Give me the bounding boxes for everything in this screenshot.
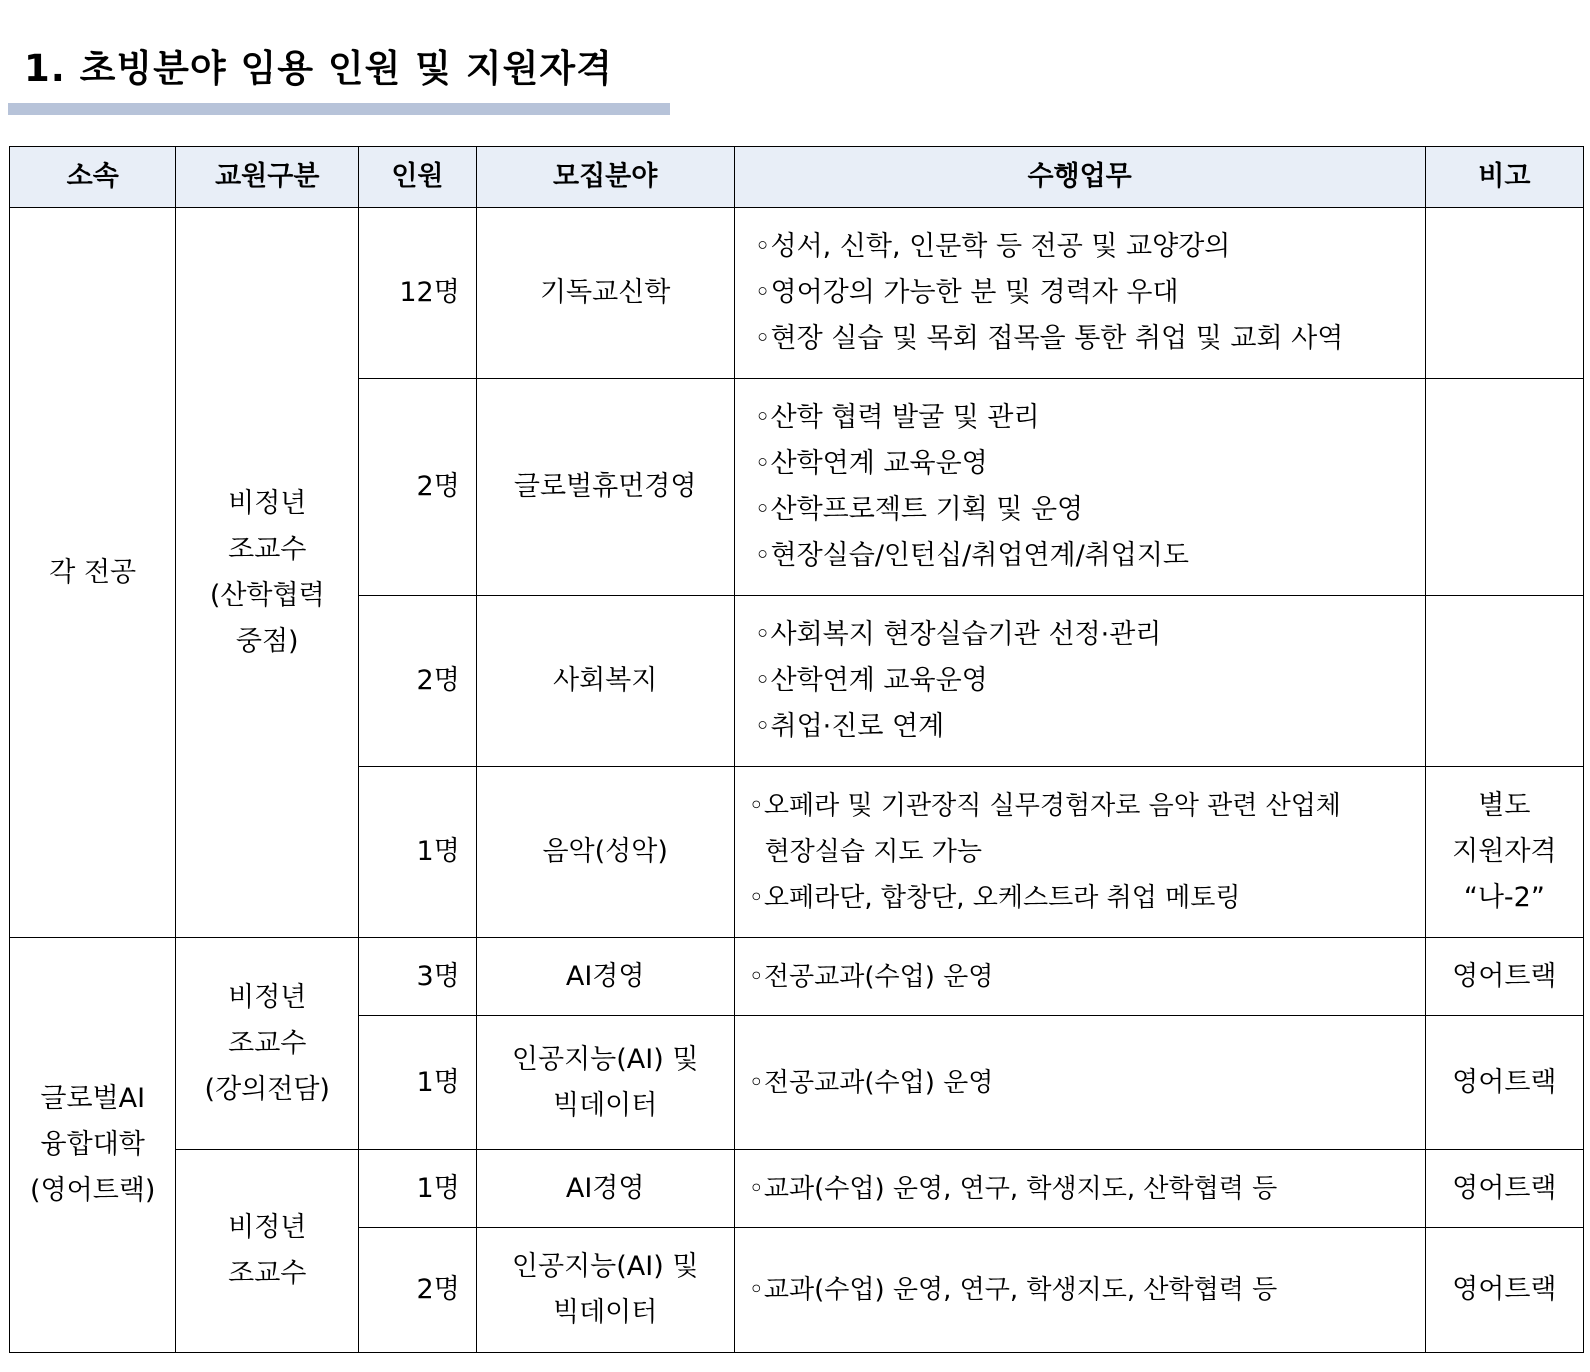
duty-line: ◦산학연계 교육운영 [754,665,988,696]
field-line: 글로벌휴먼경영 [513,471,697,502]
remarks-cell [1425,938,1583,1016]
faculty-type-line: 조교수 [228,1258,307,1289]
field-line: 빅데이터 [553,1297,658,1328]
duties-cell [734,1016,1425,1150]
affiliation-line: (영어트랙) [30,1175,156,1206]
remark-line: 영어트랙 [1452,960,1557,992]
remark-line: 영어트랙 [1452,1274,1557,1305]
faculty-type-line: 비정년 [228,981,307,1013]
field-line: 인공지능(AI) 및 [511,1043,699,1075]
header-field: 모집분야 [476,147,734,208]
duty-line: ◦취업·진로 연계 [754,711,945,742]
field-line: 사회복지 [553,665,658,696]
field-cell [476,379,734,596]
remarks-cell [1425,379,1583,596]
duty-line: ◦교과(수업) 운영, 연구, 학생지도, 산학협력 등 [748,1173,1278,1204]
duty-line: ◦산학프로젝트 기획 및 운영 [754,494,1084,525]
duties-cell [734,379,1425,596]
field-cell [476,938,734,1016]
duty-line: ◦전공교과(수업) 운영 [748,961,994,992]
duties-cell [734,596,1425,767]
remarks-cell [1425,1150,1583,1228]
faculty-type-line: 비정년 [228,1212,307,1243]
table-row [10,208,1584,379]
remarks-cell [1425,596,1583,767]
headcount-cell: 12명 [359,208,477,379]
faculty-type-cell [176,208,359,938]
affiliation-line: 융합대학 [40,1129,145,1160]
title-underline [8,103,670,115]
affiliation-cell [10,208,176,938]
faculty-type-line: 조교수 [228,1027,307,1059]
duty-line: ◦성서, 신학, 인문학 등 전공 및 교양강의 [754,231,1231,262]
faculty-type-line: 조교수 [228,533,307,565]
duty-line: ◦현장 실습 및 목회 접목을 통한 취업 및 교회 사역 [754,323,1344,354]
table-row [10,938,1584,1016]
duties-cell [734,938,1425,1016]
header-duties: 수행업무 [734,147,1425,208]
duty-line: ◦교과(수업) 운영, 연구, 학생지도, 산학협력 등 [748,1275,1278,1305]
recruitment-table [9,146,1584,1353]
faculty-type-line: 비정년 [228,487,307,519]
field-line: 음악(성악) [542,836,668,867]
faculty-type-line: (강의전담) [204,1073,330,1105]
remark-line: 영어트랙 [1452,1066,1557,1098]
duties-cell [734,208,1425,379]
headcount-cell: 2명 [359,379,477,596]
headcount-cell: 3명 [359,938,477,1016]
remark-line: “나-2” [1463,882,1545,913]
headcount-cell: 1명 [359,1016,477,1150]
remarks-cell [1425,1016,1583,1150]
field-cell [476,1016,734,1150]
field-cell [476,1228,734,1353]
duties-cell [734,767,1425,938]
faculty-type-line: 중점) [235,625,299,657]
header-headcount: 인원 [359,147,477,208]
faculty-type-line: (산학협력 [209,579,325,611]
duty-line: ◦전공교과(수업) 운영 [748,1067,994,1098]
duty-line: ◦산학 협력 발굴 및 관리 [754,402,1040,433]
duties-cell [734,1150,1425,1228]
field-line: 기독교신학 [539,277,671,308]
header-remarks: 비고 [1425,147,1583,208]
duty-line: ◦오페라 및 기관장직 실무경험자로 음악 관련 산업체 [748,791,1341,821]
field-line: 인공지능(AI) 및 [511,1251,699,1282]
faculty-type-cell [176,938,359,1150]
table-header-row [10,147,1584,208]
faculty-type-cell [176,1150,359,1353]
affiliation-cell [10,938,176,1353]
remark-line: 지원자격 [1452,836,1557,867]
field-line: AI경영 [565,960,645,992]
affiliation-line: 글로벌AI [40,1083,146,1114]
field-cell [476,767,734,938]
table-row [10,1150,1584,1228]
headcount-cell: 2명 [359,596,477,767]
field-cell [476,208,734,379]
field-line: 빅데이터 [553,1089,658,1121]
remark-line: 영어트랙 [1452,1172,1557,1204]
field-cell [476,1150,734,1228]
duty-line: ◦산학연계 교육운영 [754,448,988,479]
remark-line: 별도 [1478,790,1531,821]
duty-line: ◦사회복지 현장실습기관 선정·관리 [754,619,1162,650]
remarks-cell [1425,208,1583,379]
affiliation-label: 각 전공 [49,556,137,588]
remarks-cell [1425,1228,1583,1353]
headcount-cell: 1명 [359,767,477,938]
headcount-cell: 2명 [359,1228,477,1353]
duties-cell [734,1228,1425,1353]
page-title: 1. 초빙분야 임용 인원 및 지원자격 [24,47,613,90]
field-cell [476,596,734,767]
remarks-cell [1425,767,1583,938]
header-affiliation: 소속 [10,147,176,208]
duty-line: ◦영어강의 가능한 분 및 경력자 우대 [754,277,1179,308]
duty-line: 현장실습 지도 가능 [764,837,983,867]
duty-line: ◦현장실습/인턴십/취업연계/취업지도 [754,540,1190,571]
field-line: AI경영 [565,1172,645,1204]
header-faculty-type: 교원구분 [176,147,359,208]
headcount-cell: 1명 [359,1150,477,1228]
duty-line: ◦오페라단, 합창단, 오케스트라 취업 메토링 [748,883,1241,913]
